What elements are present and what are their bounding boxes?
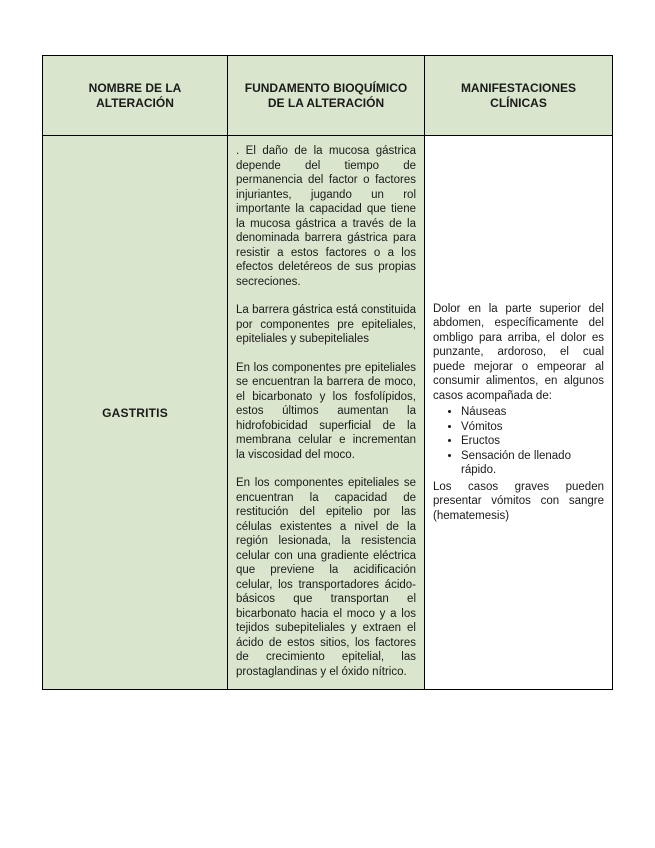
cell-biochemical-basis: [228, 136, 425, 690]
clinical-outro-text: Los casos graves pueden presentar vómitos con sangre (hematemesis): [433, 480, 604, 522]
table-row-gastritis: [43, 136, 613, 690]
header-fundamento-bioquimico: FUNDAMENTO BIOQUÍMICO DE LA ALTERACIÓN: [228, 56, 425, 136]
symptom-item: • Vómitos: [461, 420, 604, 435]
clinical-intro-text: Dolor en la parte superior del abdomen, específicamente del ombligo para arriba, el dolor es punzante, ardoroso, el cual puede mejorar o empeorar al consumir alimentos, en algunos casos acompañada de:: [433, 302, 604, 402]
bio-paragraph: En los componentes epiteliales se encuentran la capacidad de restitución del epitelio por las células existentes a nivel de la región lesionada, la resistencia celular con una gradiente eléctrica que previene la acidificación celular, los transportadores ácido-básicos que transportan el bicarbonato hacia el moco y a los tejidos subepiteliales y extraen el ácido de estos sitios, los factores de crecimiento epitelial, las prostaglandinas y el óxido nítrico.: [236, 477, 416, 678]
symptom-item: • Sensación de llenado rápido.: [461, 449, 604, 478]
cell-clinical-manifestations: [425, 136, 613, 690]
symptom-item: • Eructos: [461, 434, 604, 449]
alteration-table: [42, 55, 613, 690]
symptom-list: [447, 405, 604, 478]
bio-paragraph: La barrera gástrica está constituida por componentes pre epiteliales, epiteliales y subepiteliales: [236, 304, 416, 345]
header-manifestaciones-clinicas: MANIFESTACIONES CLÍNICAS: [425, 56, 613, 136]
bio-paragraph: En los componentes pre epiteliales se encuentran la barrera de moco, el bicarbonato y los fosfolípidos, estos últimos aumentan la hidrofobicidad superficial de la membrana celular e incrementan la viscosidad del moco.: [236, 361, 416, 461]
symptom-item: • Náuseas: [461, 405, 604, 420]
bio-paragraph: . El daño de la mucosa gástrica depende del tiempo de permanencia del factor o factores injuriantes, jugando un rol importante la capacidad que tiene la mucosa gástrica a través de la denominada barrera gástrica para resistir a estos factores o a los efectos deletéreos de sus propias secreciones.: [236, 145, 416, 288]
cell-alteration-name: GASTRITIS: [43, 136, 228, 690]
header-nombre-alteracion: NOMBRE DE LA ALTERACIÓN: [43, 56, 228, 136]
table-header-row: [43, 56, 613, 136]
